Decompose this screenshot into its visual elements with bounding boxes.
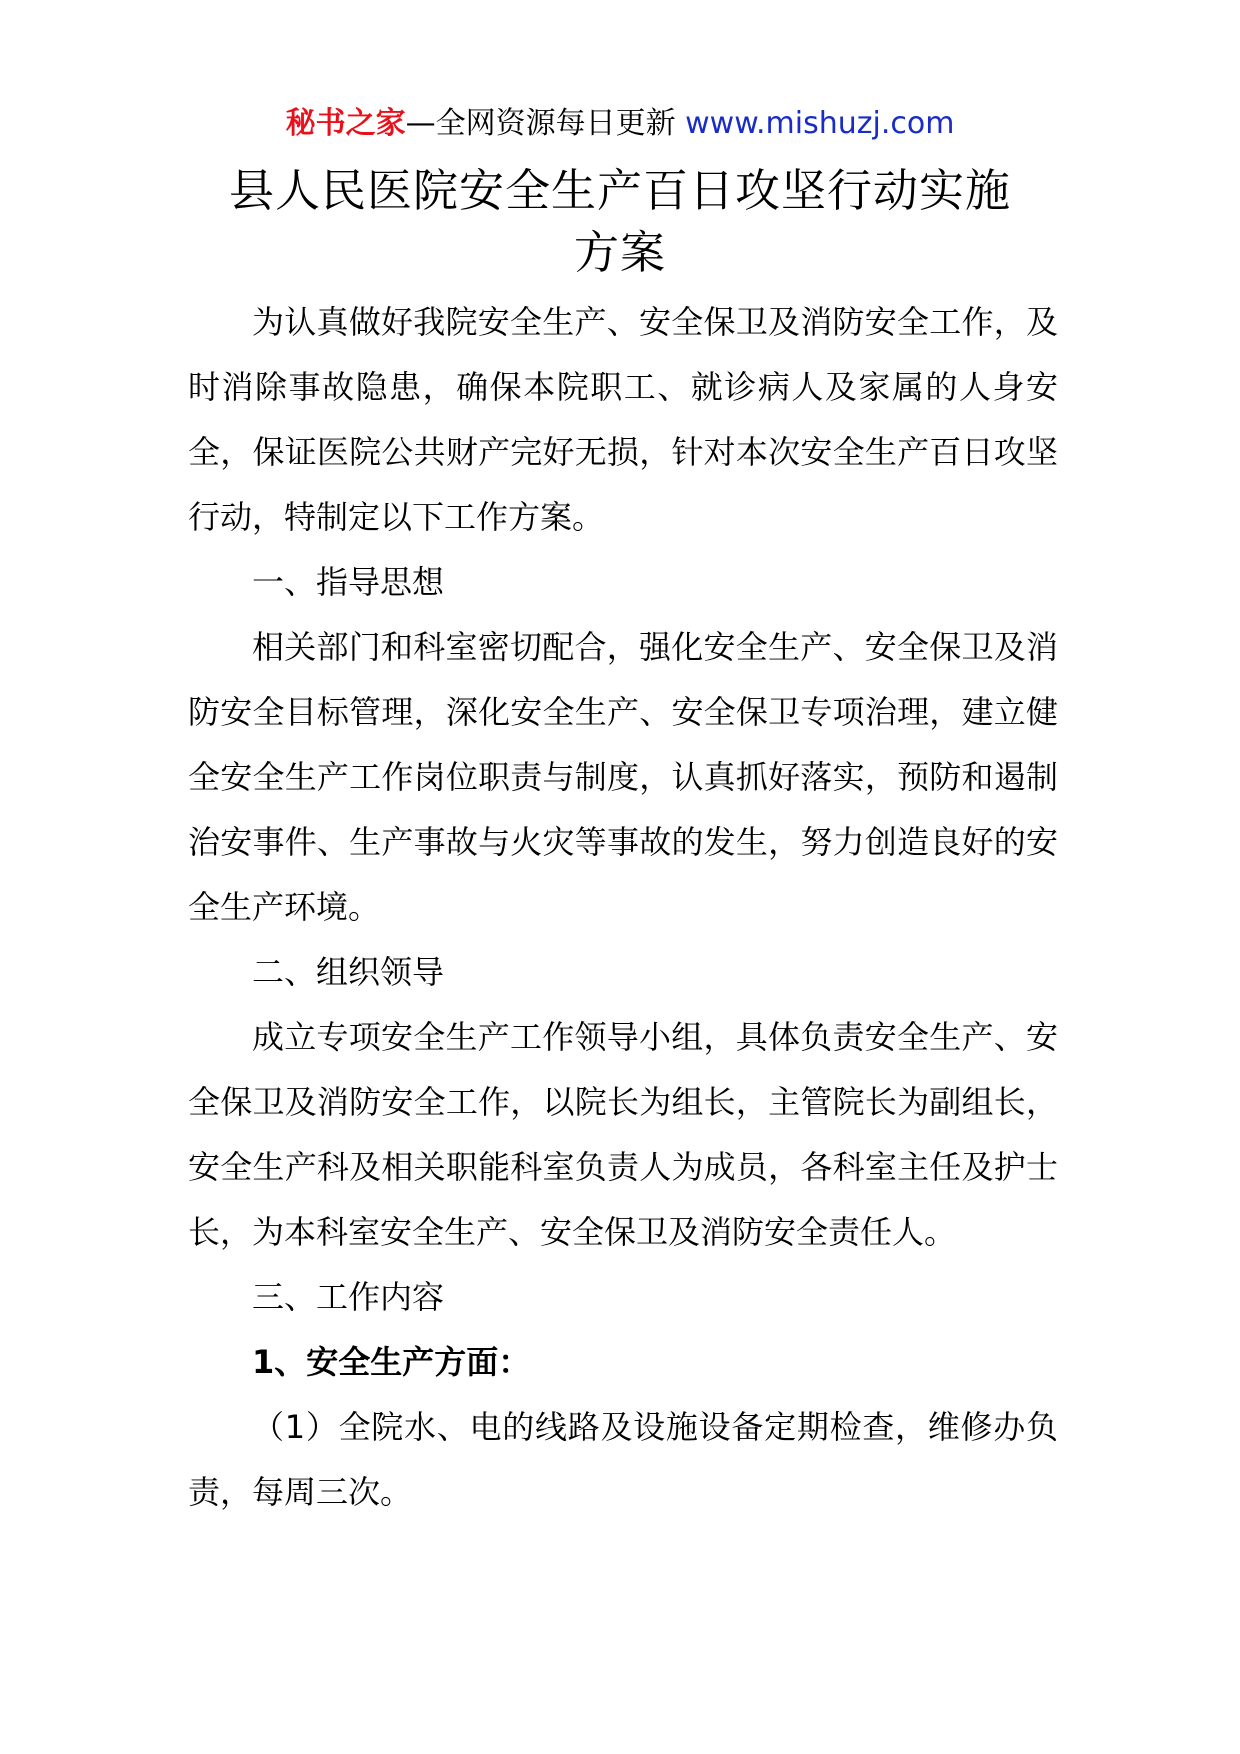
section-1-heading: 一、指导思想 bbox=[252, 563, 445, 601]
document-title bbox=[150, 160, 1090, 284]
section-2-heading: 二、组织领导 bbox=[252, 953, 445, 991]
document-body bbox=[188, 290, 1058, 1525]
banner-url[interactable]: www.mishuzj.com bbox=[685, 106, 955, 141]
section-1-paragraph: 相关部门和科室密切配合，强化安全生产、安全保卫及消防安全目标管理，深化安全生产、安全保卫专项治理，建立健全安全生产工作岗位职责与制度，认真抓好落实，预防和遏制治安事件、生产事故与火灾等事故的发生，努力创造良好的安全生产环境。 bbox=[188, 628, 1058, 926]
section-3-heading: 三、工作内容 bbox=[252, 1278, 445, 1316]
section-3-subheading-1: 1、安全生产方面： bbox=[252, 1343, 531, 1381]
brand-name: 秘书之家 bbox=[285, 106, 406, 141]
intro-paragraph: 为认真做好我院安全生产、安全保卫及消防安全工作，及时消除事故隐患，确保本院职工、就诊病人及家属的人身安全，保证医院公共财产完好无损，针对本次安全生产百日攻坚行动，特制定以下工作方案。 bbox=[188, 303, 1058, 536]
section-3-item-1: （1）全院水、电的线路及设施设备定期检查，维修办负责，每周三次。 bbox=[188, 1408, 1058, 1511]
title-line-2: 方案 bbox=[573, 226, 666, 279]
site-banner bbox=[0, 104, 1240, 144]
section-2-paragraph: 成立专项安全生产工作领导小组，具体负责安全生产、安全保卫及消防安全工作，以院长为组长，主管院长为副组长，安全生产科及相关职能科室负责人为成员，各科室主任及护士长，为本科室安全生产、安全保卫及消防安全责任人。 bbox=[188, 1018, 1058, 1251]
title-line-1: 县人民医院安全生产百日攻坚行动实施 bbox=[228, 164, 1011, 217]
banner-tagline: —全网资源每日更新 bbox=[405, 106, 676, 141]
